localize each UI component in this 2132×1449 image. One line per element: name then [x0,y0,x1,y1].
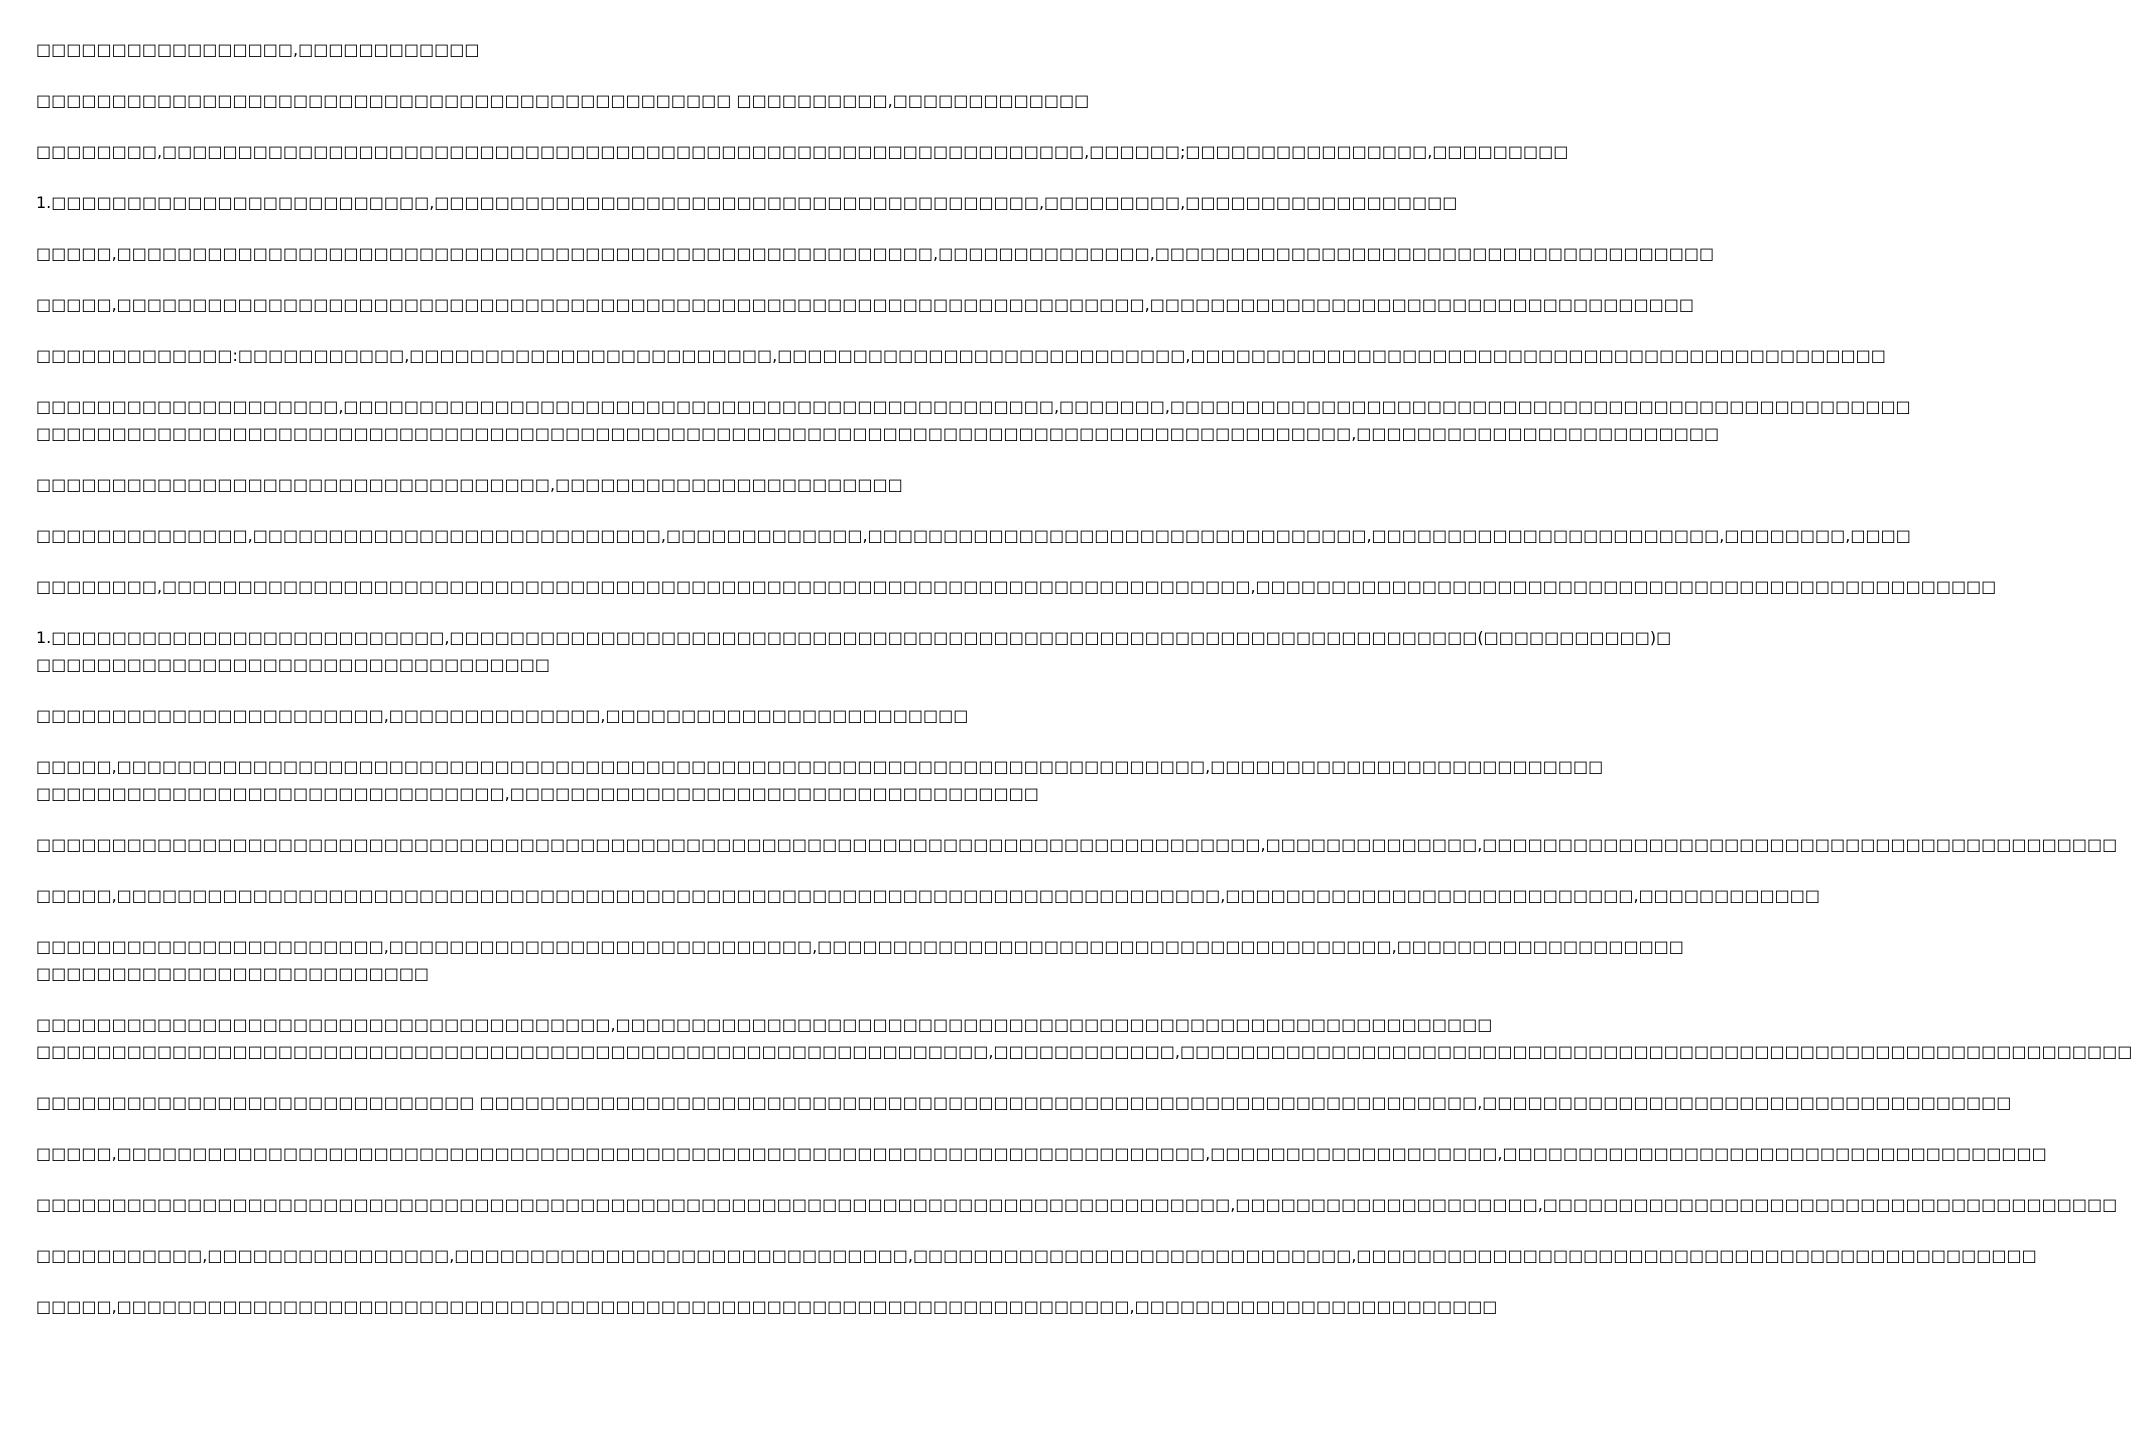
paragraph [36,36,988,63]
paragraph [36,573,1997,600]
paragraph [36,1011,2132,1065]
paragraph [36,471,988,498]
text-line: □□□□□□□□□□□□□□□□□□□□□□□□□□□□□□□□□□□□□□□□□□□□□□□□□□□□□□□□□□□□□□□□□□□□□□□□□□□□□□□,□□□□□□□□□□□□□□□□□□□□,□□□□□□□□□□□□□□□□□□□□□□□□□□□□□□□□□□□□□□ [36,1195,2118,1214]
text-line: □□□□□□□□□□□□□□□□□□□□□□□□□□□□□ □□□□□□□□□□□□□□□□□□□□□□□□□□□□□□□□□□□□□□□□□□□□□□□□□□□□□□□□□□□□□□□□□□,□□□□□□□□□□□□□□□□□□□□□□□□□□□□□□□□□□□ [36,1093,2012,1112]
paragraph [36,882,1820,909]
text-line: □□□□□□□□□□□□□□□□□□□□□□□□□□□□□□□□□□□□□□,□□□□□□□□□□□□□□□□□□□□□□□□□□□□□□□□□□□□□□□□□□□□□□□□□□□□□□□□□□ [36,1015,1493,1034]
text-line: □□□□□□□□□□□□□□□□□□□□,□□□□□□□□□□□□□□□□□□□□□□□□□□□□□□□□□□□□□□□□□□□□□□□,□□□□□□□,□□□□□□□□□□□□□□□□□□□□□□□□□□□□□□□□□□□□□□□□□□□□□□□□□ [36,397,1911,416]
paragraph [36,1191,2118,1218]
paragraph [36,138,1569,165]
text-line: □□□□□□□□□□□,□□□□□□□□□□□□□□□□,□□□□□□□□□□□□□□□□□□□□□□□□□□□□□□,□□□□□□□□□□□□□□□□□□□□□□□□□□□□□,□□□□□□□□□□□□□□□□□□□□□□□□□□□□□□□□□□□□□□□□□□□□□ [36,1246,2037,1265]
paragraph [36,1293,1498,1320]
paragraph [36,753,1604,807]
text-line: □□□□□□□□□□□□□□□□□□□□□□□,□□□□□□□□□□□□□□,□□□□□□□□□□□□□□□□□□□□□□□□ [36,706,969,725]
text-line: □□□□□□□□□□□□□□□□□□□□□□□,□□□□□□□□□□□□□□□□□□□□□□□□□□□□,□□□□□□□□□□□□□□□□□□□□□□□□□□□□□□□□□□□□□□,□□□□□□□□□□□□□□□□□□□ [36,937,1684,956]
text-line: □□□□□□□□□□□□□□□□□□□□□□□□□□□□□□□□□□□□□□□□□□□□□□ □□□□□□□□□□,□□□□□□□□□□□□□ [36,91,1090,110]
paragraph [36,933,1684,987]
paragraph [36,1089,2012,1116]
text-line: 1.□□□□□□□□□□□□□□□□□□□□□□□□□□,□□□□□□□□□□□□□□□□□□□□□□□□□□□□□□□□□□□□□□□□□□□□□□□□□□□□□□□□□□□□□□□□□□□□(□□□□□□□□□□□)□ [36,628,1672,647]
text-line: □□□□□□□□□□□□□□□□□□□□□□□□□□□□□□□□□□□□□□□□□□□□□□□□□□□□□□□□□□□□□□□□□□□□□□□□□□□□□□□□□,□□□□□□□□□□□□□□,□□□□□□□□□□□□□□□□□□□□□□□□□□□□□□□□□□□□□□□□□□ [36,835,2118,854]
text-line: □□□□□□□□,□□□□□□□□□□□□□□□□□□□□□□□□□□□□□□□□□□□□□□□□□□□□□□□□□□□□□□□□□□□□□,□□□□□□;□□□□□□□□□□□□□□□□,□□□□□□□□□ [36,142,1569,161]
paragraph [36,189,1458,216]
paragraph [36,87,1090,114]
text-line: □□□□□□□□□□□□□□□□□□□□□□□□□□□□□□□□□□□□□□□□□□□□□□□□□□□□□□□□□□□□□□□,□□□□□□□□□□□□,□□□□□□□□□□□□□□□□□□□□□□□□□□□□□□□□□□□□□□□□□□□□□□□□□□□□□□□□□□□□□□□ [36,1042,2132,1061]
paragraph [36,1140,2047,1167]
paragraph [36,291,1694,318]
text-line: □□□□□,□□□□□□□□□□□□□□□□□□□□□□□□□□□□□□□□□□□□□□□□□□□□□□□□□□□□□□□□□□□□□□□□□□□□□□□□,□□□□□□□□□□□□□□□□□□□,□□□□□□□□□□□□□□□□□□□□□□□□□□□□□□□□□□□□ [36,1144,2047,1163]
text-line: □□□□□,□□□□□□□□□□□□□□□□□□□□□□□□□□□□□□□□□□□□□□□□□□□□□□□□□□□□□□□□□□□□□□□□□□□□□□□□,□□□□□□□□□□□□□□□□□□□□□□□□□□ [36,757,1604,776]
paragraph [36,624,1672,678]
text-line: □□□□□□□□,□□□□□□□□□□□□□□□□□□□□□□□□□□□□□□□□□□□□□□□□□□□□□□□□□□□□□□□□□□□□□□□□□□□□□□□□,□□□□□□□□□□□□□□□□□□□□□□□□□□□□□□□□□□□□□□□□□□□□□□□□□ [36,577,1997,596]
text-line: □□□□□□□□□□□□□:□□□□□□□□□□□,□□□□□□□□□□□□□□□□□□□□□□□□,□□□□□□□□□□□□□□□□□□□□□□□□□□□,□□□□□□□□□□□□□□□□□□□□□□□□□□□□□□□□□□□□□□□□□□□□□□ [36,346,1886,365]
paragraph [36,393,1911,447]
paragraph [36,522,1911,549]
paragraph [36,702,988,729]
text-line: □□□□□,□□□□□□□□□□□□□□□□□□□□□□□□□□□□□□□□□□□□□□□□□□□□□□□□□□□□□□□□□□□□□□□□□□□□,□□□□□□□□□□□□□□□□□□□□□□□□□□□□□□□□□□□□ [36,295,1694,314]
text-line: □□□□□□□□□□□□□□□□□□□□□□□□□□□□□□□,□□□□□□□□□□□□□□□□□□□□□□□□□□□□□□□□□□□ [36,784,1039,803]
text-line: □□□□□□□□□□□□□□□□□□□□□□□□□□□□□□□□□□ [36,655,550,674]
paragraph [36,1242,2037,1269]
text-line: □□□□□,□□□□□□□□□□□□□□□□□□□□□□□□□□□□□□□□□□□□□□□□□□□□□□□□□□□□□□,□□□□□□□□□□□□□□,□□□□□□□□□□□□□□□□□□□□□□□□□□□□□□□□□□□□□ [36,244,1715,263]
text-line: 1.□□□□□□□□□□□□□□□□□□□□□□□□□,□□□□□□□□□□□□□□□□□□□□□□□□□□□□□□□□□□□□□□□□,□□□□□□□□□,□□□□□□□□□□□□□□□□□□ [36,193,1458,212]
text-line: □□□□□□□□□□□□□□□□□□□□□□□□□□□□□□□□□□□□□□□□□□□□□□□□□□□□□□□□□□□□□□□□□□□□□□□□□□□□□□□□□□□□□□□,□□□□□□□□□□□□□□□□□□□□□□□□ [36,424,1720,443]
paragraph [36,240,1715,267]
text-line: □□□□□□□□□□□□□□,□□□□□□□□□□□□□□□□□□□□□□□□□□□,□□□□□□□□□□□□□,□□□□□□□□□□□□□□□□□□□□□□□□□□□□□□□□□,□□□□□□□□□□□□□□□□□□□□□□□,□□□□□□□□,□□□□ [36,526,1911,545]
paragraph [36,342,1886,369]
paragraph [36,831,2118,858]
text-line: □□□□□□□□□□□□□□□□□□□□□□□□□□ [36,964,430,983]
text-line: □□□□□,□□□□□□□□□□□□□□□□□□□□□□□□□□□□□□□□□□□□□□□□□□□□□□□□□□□□□□□□□□□□□□□□□□□□□□□□□,□□□□□□□□□□□□□□□□□□□□□□□□□□□,□□□□□□□□□□□□ [36,886,1820,905]
document-page [36,36,2132,1344]
text-line: □□□□□,□□□□□□□□□□□□□□□□□□□□□□□□□□□□□□□□□□□□□□□□□□□□□□□□□□□□□□□□□□□□□□□□□□□,□□□□□□□□□□□□□□□□□□□□□□□□ [36,1297,1498,1316]
text-line: □□□□□□□□□□□□□□□□□□□□□□□□□□□□□□□□□□,□□□□□□□□□□□□□□□□□□□□□□□ [36,475,903,494]
text-line: □□□□□□□□□□□□□□□□□,□□□□□□□□□□□□ [36,40,480,59]
